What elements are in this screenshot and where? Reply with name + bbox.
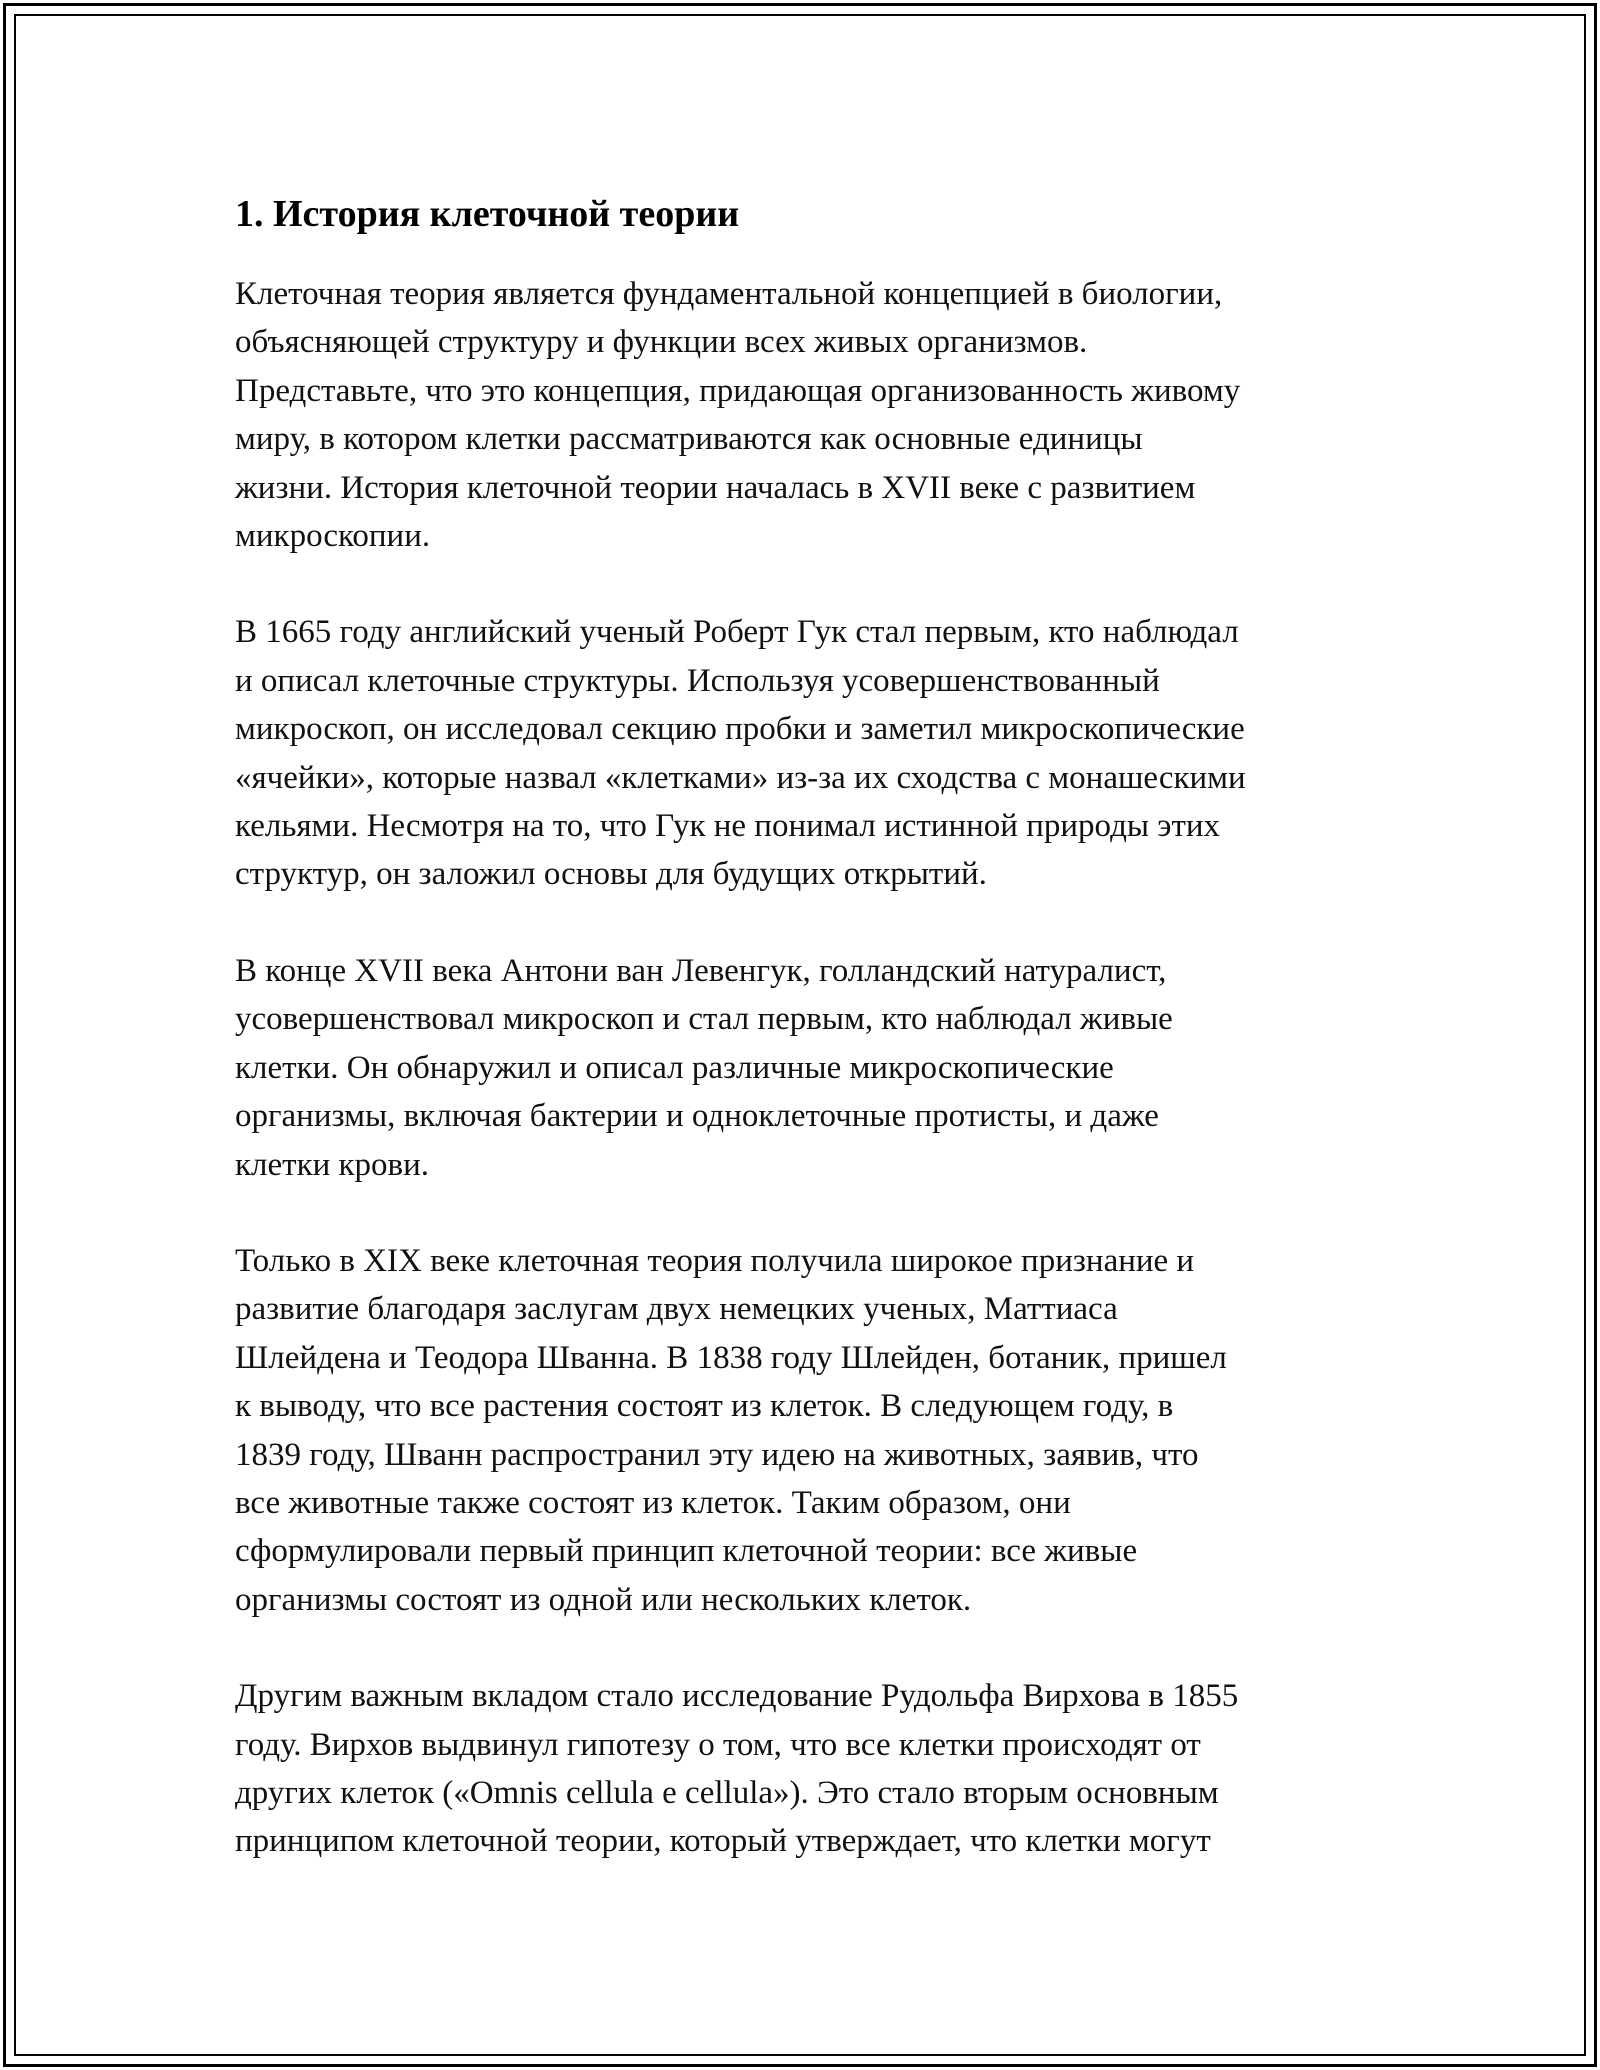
text-line: к выводу, что все растения состоят из клеток. В следующем году, в — [235, 1388, 1174, 1425]
text-line: миру, в котором клетки рассматриваются как основные единицы — [235, 421, 1143, 458]
text-line: Шлейдена и Теодора Шванна. В 1838 году Шлейден, ботаник, пришел — [235, 1339, 1227, 1376]
text-line: 1839 году, Шванн распространил эту идею на животных, заявив, что — [235, 1436, 1199, 1473]
paragraph-schleiden-schwann — [235, 1237, 1375, 1624]
paragraph-intro — [235, 270, 1375, 560]
paragraph-virchow — [235, 1672, 1375, 1866]
document-body — [235, 186, 1375, 1914]
text-line: принципом клеточной теории, который утверждает, что клетки могут — [235, 1823, 1211, 1860]
text-line: все животные также состоят из клеток. Таким образом, они — [235, 1484, 1071, 1521]
text-line: «ячейки», которые назвал «клетками» из-за их сходства с монашескими — [235, 759, 1246, 796]
text-line: жизни. История клеточной теории началась в XVII веке с развитием — [235, 469, 1196, 506]
paragraph-hooke — [235, 608, 1375, 898]
text-line: других клеток («Omnis cellula e cellula»). Это стало вторым основным — [235, 1774, 1219, 1811]
text-line: В 1665 году английский ученый Роберт Гук стал первым, кто наблюдал — [235, 614, 1239, 651]
text-line: структур, он заложил основы для будущих открытий. — [235, 856, 987, 893]
paragraph-leeuwenhoek — [235, 947, 1375, 1189]
text-line: году. Вирхов выдвинул гипотезу о том, что все клетки происходят от — [235, 1726, 1201, 1763]
text-line: объясняющей структуру и функции всех живых организмов. — [235, 324, 1088, 361]
text-line: клетки. Он обнаружил и описал различные микроскопические — [235, 1049, 1114, 1086]
text-line: Клеточная теория является фундаментальной концепцией в биологии, — [235, 276, 1223, 312]
text-line: Другим важным вкладом стало исследование Рудольфа Вирхова в 1855 — [235, 1678, 1239, 1715]
text-line: Представьте, что это концепция, придающая организованность живому — [235, 372, 1241, 409]
text-line: организмы, включая бактерии и одноклеточные протисты, и даже — [235, 1098, 1159, 1135]
text-line: развитие благодаря заслугам двух немецких ученых, Маттиаса — [235, 1291, 1118, 1328]
text-line: усовершенствовал микроскоп и стал первым, кто наблюдал живые — [235, 1001, 1173, 1038]
text-line: и описал клеточные структуры. Используя усовершенствованный — [235, 662, 1160, 699]
text-line: микроскопии. — [235, 518, 431, 555]
text-line: микроскоп, он исследовал секцию пробки и заметил микроскопические — [235, 711, 1245, 748]
text-line: организмы состоят из одной или нескольких клеток. — [235, 1581, 972, 1618]
text-line: клетки крови. — [235, 1146, 430, 1183]
text-line: Только в XIX веке клеточная теория получила широкое признание и — [235, 1242, 1195, 1279]
section-title: 1. История клеточной теории — [235, 193, 740, 235]
text-line: кельями. Несмотря на то, что Гук не понимал истинной природы этих — [235, 808, 1221, 845]
text-line: В конце XVII века Антони ван Левенгук, голландский натуралист, — [235, 952, 1167, 989]
text-line: сформулировали первый принцип клеточной теории: все живые — [235, 1533, 1138, 1570]
